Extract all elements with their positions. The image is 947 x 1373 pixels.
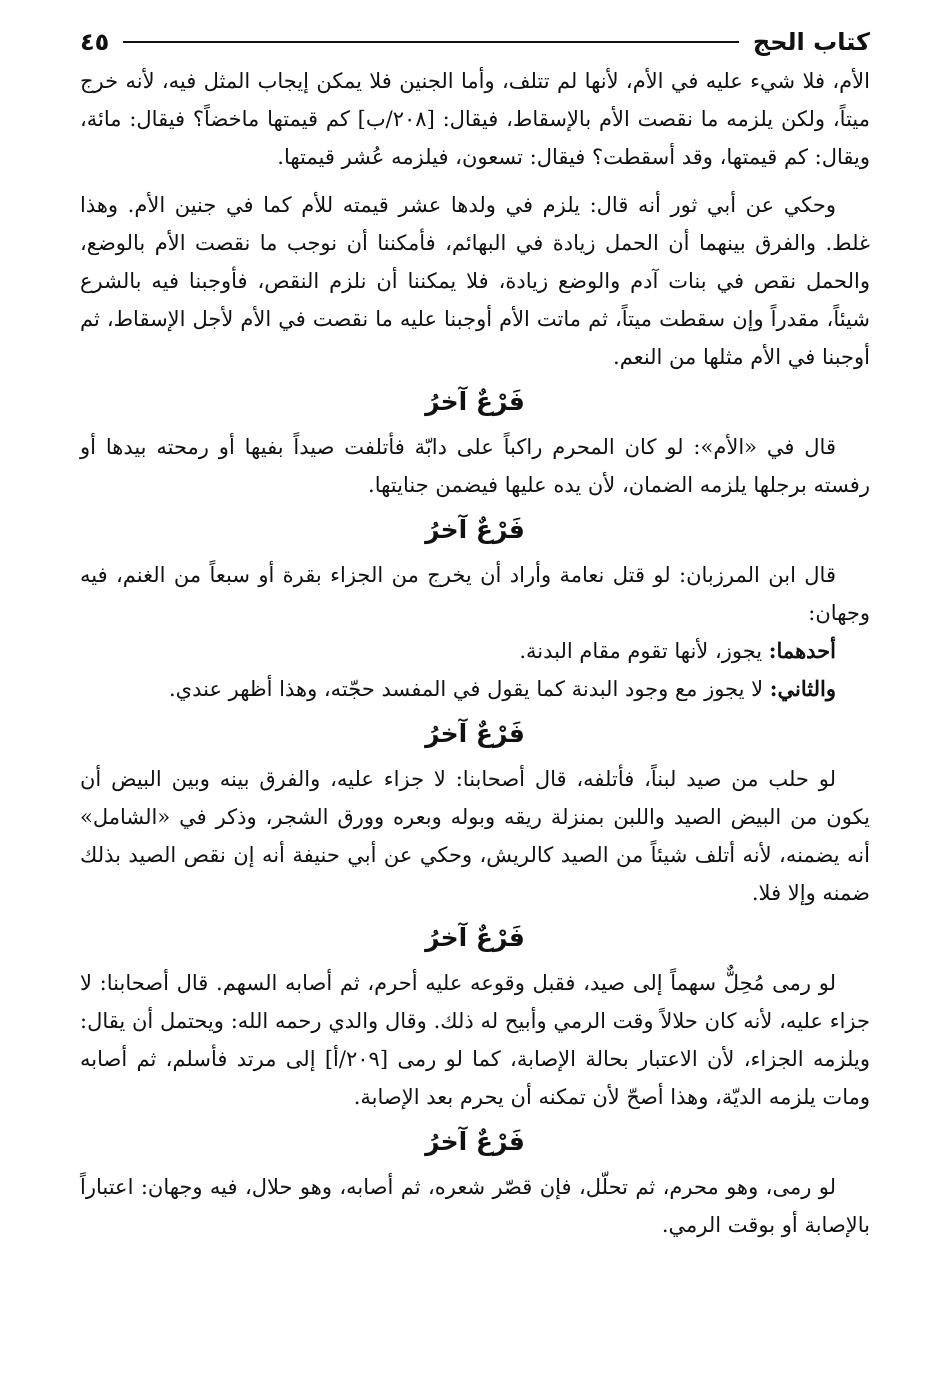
header-rule [123,41,739,43]
page-number: ٤٥ [80,28,110,56]
opinion-second-text: لا يجوز مع وجود البدنة كما يقول في المفسد حجّته، وهذا أظهر عندي. [168,677,770,701]
book-page [80,22,870,1244]
section-heading: فَرْعٌ آخرُ [425,923,525,952]
running-header [80,22,870,62]
opinion-second-label: والثاني: [769,676,836,701]
book-title: كتاب الحج [752,28,870,56]
section-heading: فَرْعٌ آخرُ [425,387,525,416]
paragraph-abu-thawr: وحكي عن أبي ثور أنه قال: يلزم في ولدها عشر قيمته للأم كما في جنين الأم. وهذا غلط. والفرق بينهما أن الحمل زيادة في البهائم، فأمكننا أن نوجب ما نقصت الأم بالوضع، والحمل نقص في بنات آدم والوضع زيادة، فلا يمكننا أن نلزم النقص، فأوجبنا فيه بالشرع شيئاً، مقدراً وإن سقطت ميتاً، ثم ماتت الأم أوجبنا عليه ما نقصت في الأم لأجل الإسقاط، ثم أوجبنا في الأم مثلها من النعم. [80,193,870,369]
paragraph-ostrich: قال ابن المرزبان: لو قتل نعامة وأراد أن يخرج من الجزاء بقرة أو سبعاً من الغنم، فيه وجهان: [80,563,870,625]
paragraph-mount: قال في «الأم»: لو كان المحرم راكباً على دابّة فأتلفت صيداً بفيها أو رمحته بيدها أو رفسته برجلها يلزمه الضمان، لأن يده عليها فيضمن جنايتها. [80,435,870,497]
paragraph-continuation: الأم، فلا شيء عليه في الأم، لأنها لم تتلف، وأما الجنين فلا يمكن إيجاب المثل فيه، لأنه خرج ميتاً، ولكن يلزمه ما نقصت الأم بالإسقاط، فيقال: [٢٠٨/ب] كم قيمتها ماخضاً؟ فيقال: مائة، ويقال: كم قيمتها، وقد أسقطت؟ فيقال: تسعون، فيلزمه عُشر قيمتها. [80,69,870,169]
opinion-first [80,632,870,670]
paragraph-shot-while-ihram: لو رمى، وهو محرم، ثم تحلّل، فإن قصّر شعره، ثم أصابه، وهو حلال، فيه وجهان: اعتباراً بالإصابة أو بوقت الرمي. [80,1175,870,1237]
opinion-second [80,670,870,708]
paragraph-arrow: لو رمى مُحِلٌّ سهماً إلى صيد، فقبل وقوعه عليه أحرم، ثم أصابه السهم. قال أصحابنا: لا جزاء عليه، لأنه كان حلالاً وقت الرمي وأبيح له ذلك. وقال والدي رحمه الله: ويحتمل أن يقال: ويلزمه الجزاء، لأن الاعتبار بحالة الإصابة، كما لو رمى [٢٠٩/أ] إلى مرتد فأسلم، ثم أصابه ومات يلزمه الديّة، وهذا أصحّ لأن تمكنه أن يحرم بعد الإصابة. [80,971,870,1109]
section-heading: فَرْعٌ آخرُ [425,1127,525,1156]
paragraph-milk: لو حلب من صيد لبناً، فأتلفه، قال أصحابنا: لا جزاء عليه، والفرق بينه وبين البيض أن يكون من البيض الصيد واللبن بمنزلة ريقه وبوله وبعره وورق الشجر، وذكر في «الشامل» أنه يضمنه، لأنه أتلف شيئاً من الصيد كالريش، وحكي عن أبي حنيفة أنه إن نقص الصيد بذلك ضمنه وإلا فلا. [80,767,870,905]
opinion-first-label: أحدهما: [768,638,836,663]
opinion-first-text: يجوز، لأنها تقوم مقام البدنة. [519,639,769,663]
section-heading: فَرْعٌ آخرُ [425,719,525,748]
section-heading: فَرْعٌ آخرُ [425,515,525,544]
